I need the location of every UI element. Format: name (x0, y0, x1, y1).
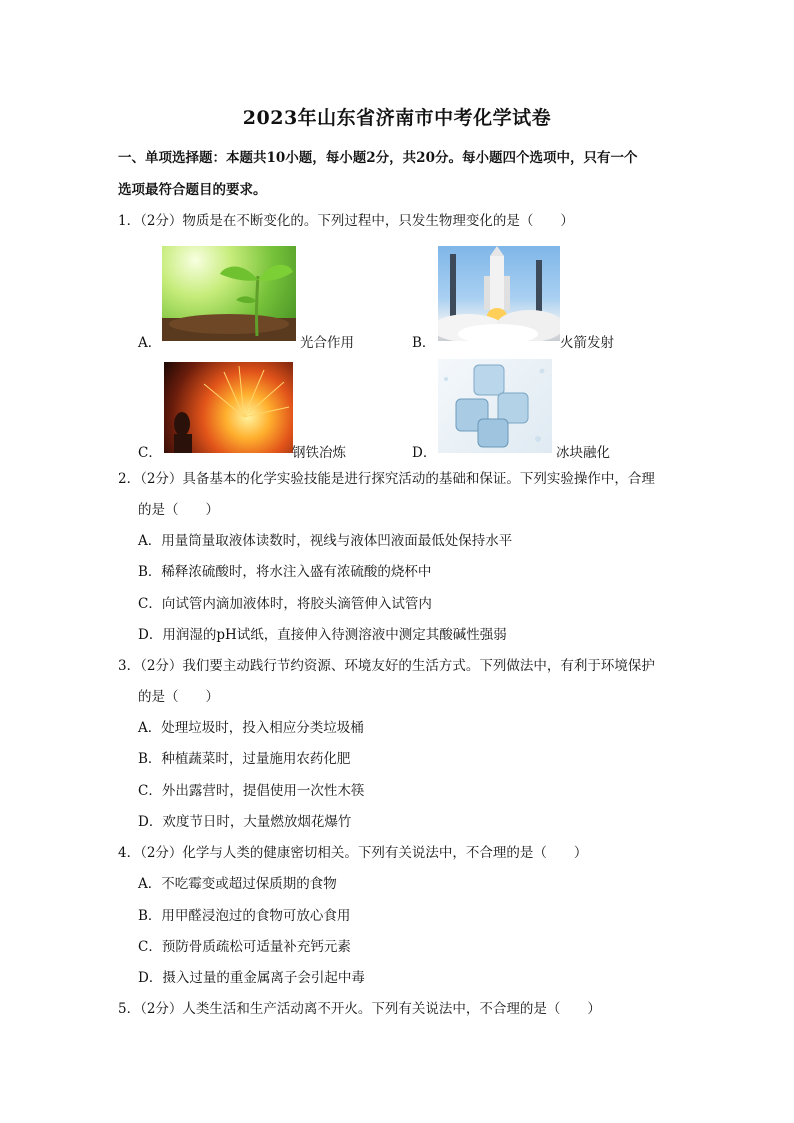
q1-option-c-caption: 钢铁冶炼 (292, 445, 346, 461)
q1-option-c-label[interactable]: C． (138, 445, 162, 461)
q3-stem-line2: 的是（ ） (138, 689, 219, 705)
rocket-launch-image (438, 246, 560, 341)
q3-option-b[interactable]: B．种植蔬菜时，过量施用农药化肥 (138, 751, 351, 767)
q4-stem: 4．（2分）化学与人类的健康密切相关。下列有关说法中，不合理的是（ ） (118, 845, 588, 861)
q3-option-a[interactable]: A．处理垃圾时，投入相应分类垃圾桶 (138, 720, 364, 736)
q2-option-d[interactable]: D．用润湿的pH试纸，直接伸入待测溶液中测定其酸碱性强弱 (138, 627, 507, 643)
section-heading-line1: 一、单项选择题：本题共10小题，每小题2分，共20分。每小题四个选项中，只有一个 (118, 150, 638, 166)
q1-option-b-label[interactable]: B． (412, 335, 436, 351)
q2-stem-line2: 的是（ ） (138, 502, 219, 518)
q4-option-a[interactable]: A．不吃霉变或超过保质期的食物 (138, 876, 337, 892)
q1-option-d-caption: 冰块融化 (556, 445, 610, 461)
ice-cubes-image (438, 359, 552, 453)
q4-option-b[interactable]: B．用甲醛浸泡过的食物可放心食用 (138, 908, 351, 924)
q1-option-a-label[interactable]: A． (138, 335, 162, 351)
q5-stem: 5．（2分）人类生活和生产活动离不开火。下列有关说法中，不合理的是（ ） (118, 1001, 601, 1017)
q1-option-d-label[interactable]: D． (412, 445, 437, 461)
q2-stem-line1: 2．（2分）具备基本的化学实验技能是进行探究活动的基础和保证。下列实验操作中，合理 (118, 471, 655, 487)
q1-stem: 1．（2分）物质是在不断变化的。下列过程中，只发生物理变化的是（ ） (118, 213, 574, 229)
exam-title: 2023年山东省济南市中考化学试卷 (242, 107, 552, 129)
steel-smelting-image (164, 362, 293, 453)
plant-seedling-image (162, 246, 296, 341)
q3-option-d[interactable]: D．欢度节日时，大量燃放烟花爆竹 (138, 814, 352, 830)
q4-option-c[interactable]: C．预防骨质疏松可适量补充钙元素 (138, 939, 351, 955)
section-heading-line2: 选项最符合题目的要求。 (118, 182, 267, 198)
q2-option-a[interactable]: A．用量筒量取液体读数时，视线与液体凹液面最低处保持水平 (138, 533, 513, 549)
q2-option-c[interactable]: C．向试管内滴加液体时，将胶头滴管伸入试管内 (138, 596, 432, 612)
q1-option-a-caption: 光合作用 (300, 335, 354, 351)
q1-option-b-caption: 火箭发射 (560, 335, 614, 351)
q2-option-b[interactable]: B．稀释浓硫酸时，将水注入盛有浓硫酸的烧杯中 (138, 564, 432, 580)
q4-option-d[interactable]: D．摄入过量的重金属离子会引起中毒 (138, 970, 365, 986)
q3-option-c[interactable]: C．外出露营时，提倡使用一次性木筷 (138, 783, 365, 799)
q3-stem-line1: 3．（2分）我们要主动践行节约资源、环境友好的生活方式。下列做法中，有利于环境保护 (118, 658, 655, 674)
